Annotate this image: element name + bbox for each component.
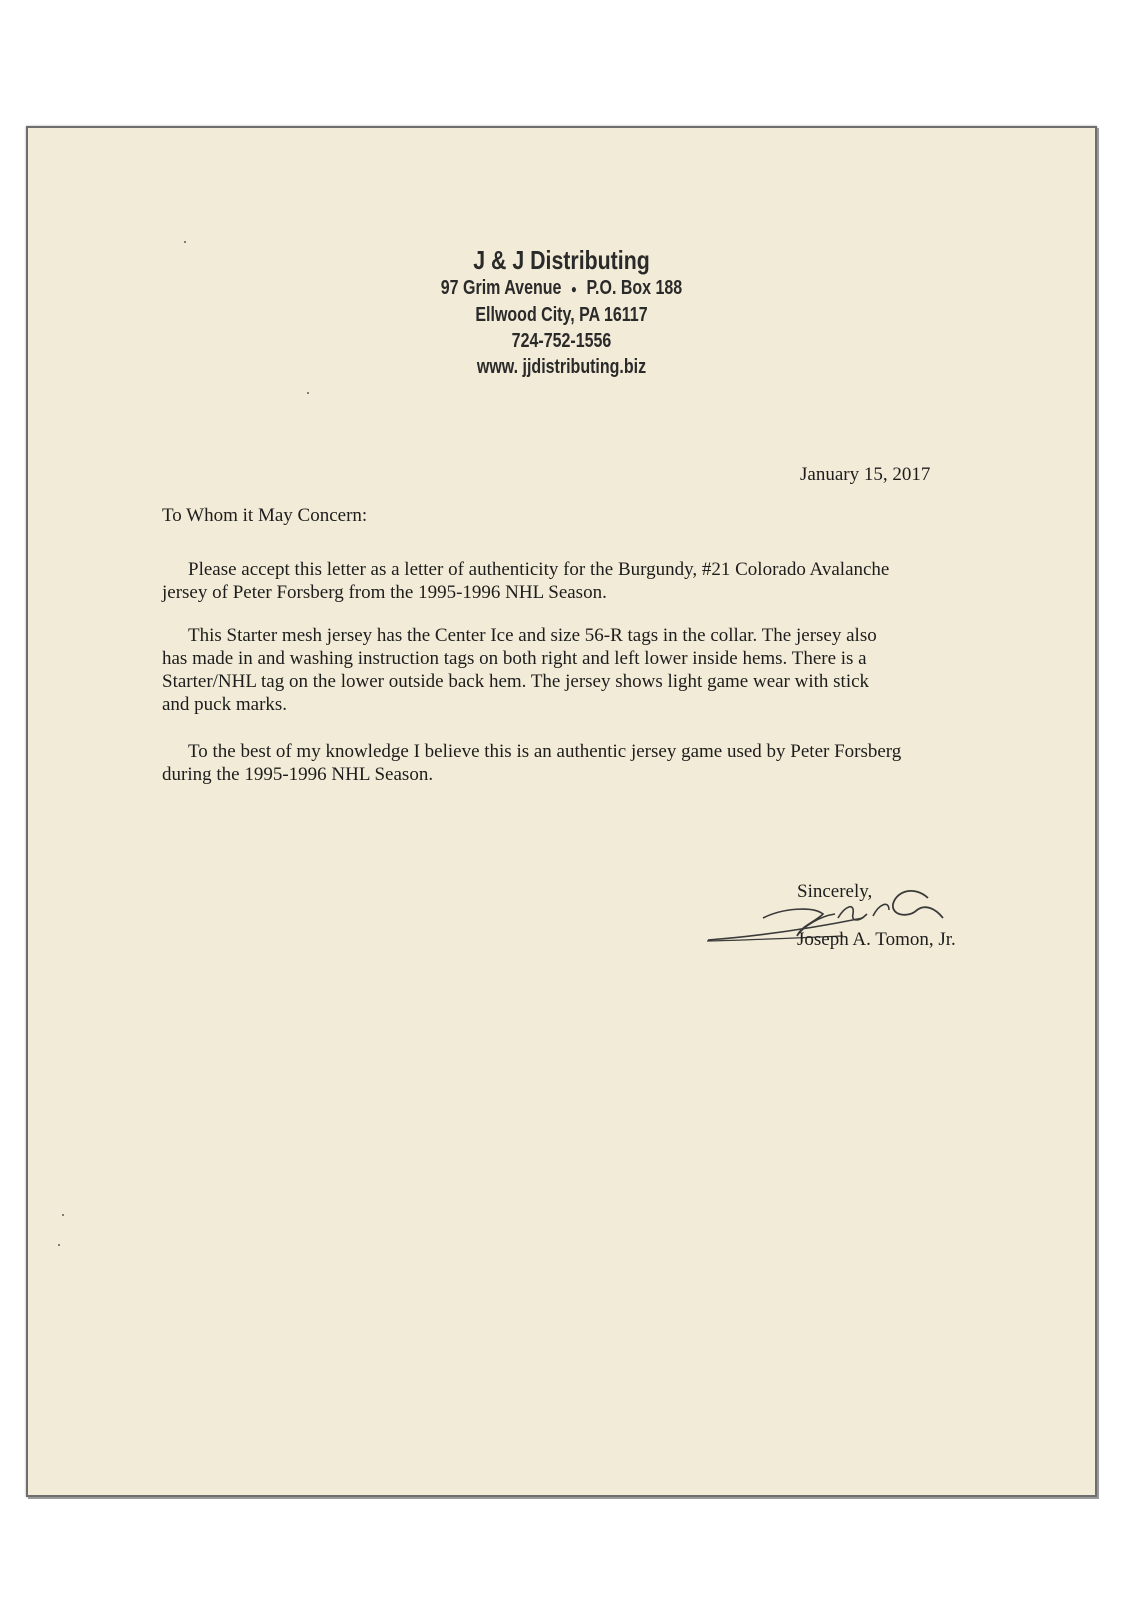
letter-page — [26, 126, 1097, 1497]
paragraph-line: and puck marks. — [162, 694, 288, 715]
paper-speck — [58, 1244, 60, 1246]
street-address: 97 Grim Avenue — [440, 277, 562, 299]
paper-speck — [62, 1214, 64, 1216]
address-line — [135, 275, 989, 302]
signer-name: Joseph A. Tomon, Jr. — [797, 929, 956, 950]
paragraph-line: has made in and washing instruction tags on both right and left lower inside hems. There is a — [162, 648, 867, 669]
paragraph-2 — [162, 624, 877, 716]
paragraph-line: jersey of Peter Forsberg from the 1995-1996 NHL Season. — [162, 582, 607, 603]
paragraph-3 — [162, 740, 901, 786]
paragraph-line: Please accept this letter as a letter of authenticity for the Burgundy, #21 Colorado Avalanche — [188, 559, 890, 580]
paragraph-line: To the best of my knowledge I believe this is an authentic jersey game used by Peter Forsberg — [188, 741, 902, 762]
company-name: J & J Distributing — [473, 245, 650, 275]
paragraph-line: during the 1995-1996 NHL Season. — [162, 764, 434, 785]
salutation: To Whom it May Concern: — [162, 505, 368, 526]
closing: Sincerely, — [797, 881, 873, 902]
letterhead — [28, 245, 1095, 380]
paper-speck — [307, 392, 309, 394]
po-box: P.O. Box 188 — [586, 277, 683, 299]
paragraph-1 — [162, 558, 889, 604]
paragraph-line: Starter/NHL tag on the lower outside back hem. The jersey shows light game wear with stick — [162, 671, 870, 692]
bullet-separator-icon: ● — [571, 281, 577, 296]
phone-number: 724-752-1556 — [511, 329, 612, 352]
paper-speck — [184, 241, 186, 243]
city-line: Ellwood City, PA 16117 — [475, 303, 648, 326]
letter-date: January 15, 2017 — [800, 464, 931, 485]
website: www. jjdistributing.biz — [476, 355, 647, 378]
paragraph-line: This Starter mesh jersey has the Center Ice and size 56-R tags in the collar. The jersey also — [188, 625, 877, 646]
